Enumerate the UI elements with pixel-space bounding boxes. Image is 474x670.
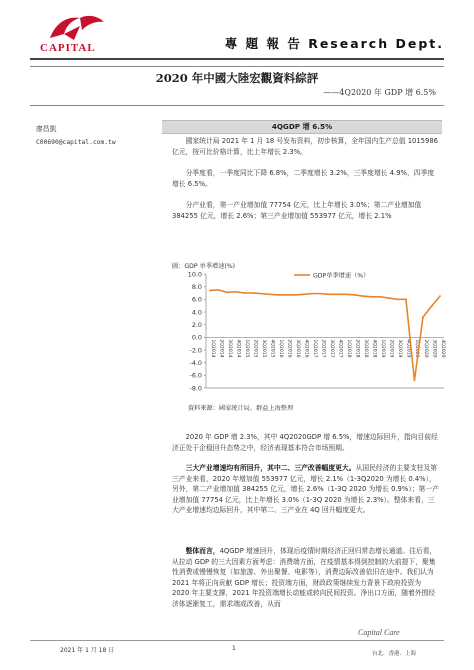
data-point: [414, 380, 416, 382]
y-tick-label: 0.0: [191, 333, 202, 342]
report-subtitle: ——4Q2020 年 GDP 增 6.5%: [323, 88, 436, 97]
x-tick-label: 1Q2017: [312, 339, 318, 358]
data-point: [328, 293, 330, 295]
data-point: [354, 294, 356, 296]
x-tick-label: 1Q2020: [414, 339, 420, 358]
x-tick-label: 1Q2018: [346, 339, 352, 358]
x-tick-label: 3Q2014: [226, 339, 232, 358]
paragraph-1: 國家统计局 2021 年 1 月 18 号发布资料，初步核算，全年国内生产总值 1015986 亿元，按可比价格计算，比上年增长 2.3%。: [172, 137, 438, 156]
paragraph-6-bold: 整体而言，: [185, 547, 220, 555]
x-tick-label: 2Q2016: [286, 339, 292, 358]
data-point: [277, 294, 279, 296]
x-tick-label: 4Q2018: [371, 339, 377, 358]
y-tick-label: -8.0: [189, 384, 202, 393]
data-point: [218, 289, 220, 291]
paragraph-3: 分产业看，第一产业增加值 77754 亿元，比上年增长 3.0%；第二产业增加值 384255 亿元，增长 2.6%；第三产业增加值 553977 亿元，增长 2.1%: [172, 201, 422, 220]
gdp-chart-svg: [172, 270, 452, 400]
x-tick-label: 3Q2017: [329, 339, 335, 358]
x-tick-label: 3Q2016: [294, 339, 300, 358]
paragraph-4: 2020 年 GDP 增 2.3%，其中 4Q2020GDP 增 6.5%，增速边际回升，指向目前经济正处于企稳回升态势之中，经济表现基本符合市场预期。: [172, 433, 438, 452]
x-tick-label: 1Q2019: [380, 339, 386, 358]
data-point: [235, 291, 237, 293]
x-tick-label: 1Q2014: [209, 339, 215, 358]
data-point: [388, 297, 390, 299]
y-tick-label: 10.0: [187, 270, 202, 279]
paragraph-5: [172, 463, 440, 516]
data-point: [422, 316, 424, 318]
paragraph-5-bold: 三大产业增速均有所回升，其中二、三产改善幅度更大。: [185, 464, 356, 472]
x-tick-label: 4Q2020: [439, 339, 445, 358]
gdp-series-line: [210, 290, 440, 381]
section-bar: [162, 120, 442, 134]
footer-logo: Capital Care: [358, 628, 400, 637]
y-tick-label: 2.0: [191, 320, 202, 329]
logo-text: CAPITAL: [40, 42, 96, 54]
data-point: [311, 293, 313, 295]
x-tick-label: 2Q2019: [388, 339, 394, 358]
x-tick-label: 2Q2017: [320, 339, 326, 358]
data-point: [439, 295, 441, 297]
department-header: 專 題 報 告 Research Dept.: [224, 36, 444, 51]
paragraph-2: 分季度看，一季度同比下降 6.8%，二季度增长 3.2%，三季度增长 4.9%，四季度增长 6.5%。: [172, 169, 435, 188]
author-name: 廖昌凱: [36, 125, 57, 133]
data-point: [345, 293, 347, 295]
x-tick-label: 3Q2020: [431, 339, 437, 358]
data-point: [269, 293, 271, 295]
author-email[interactable]: C00690@capital.com.tw: [36, 139, 116, 146]
x-tick-label: 4Q2017: [337, 339, 343, 358]
x-tick-label: 3Q2019: [397, 339, 403, 358]
y-tick-label: -2.0: [189, 346, 202, 355]
section-title: 4QGDP 增 6.5%: [271, 122, 333, 131]
gdp-chart: [172, 270, 452, 400]
footer-locations: 台北．香港．上海: [372, 651, 417, 657]
x-tick-label: 4Q2016: [303, 339, 309, 358]
x-tick-label: 2Q2018: [354, 339, 360, 358]
chart-caption: 圖：GDP 单季增速(%): [172, 263, 236, 270]
x-tick-label: 4Q2014: [235, 339, 241, 358]
footer-date: 2021 年 1 月 18 日: [60, 647, 115, 654]
y-tick-label: -6.0: [189, 371, 202, 380]
data-point: [260, 293, 262, 295]
data-point: [397, 298, 399, 300]
data-point: [371, 296, 373, 298]
data-point: [362, 295, 364, 297]
data-point: [379, 296, 381, 298]
paragraph-6: [172, 546, 440, 610]
chart-source: 資料來源：國家统计局，群益上海整理: [188, 405, 294, 412]
x-tick-label: 3Q2018: [363, 339, 369, 358]
y-tick-label: -4.0: [189, 358, 202, 367]
data-point: [303, 293, 305, 295]
x-tick-label: 4Q2019: [405, 339, 411, 358]
data-point: [243, 292, 245, 294]
report-title: 2020 年中國大陸宏觀資料綜評: [155, 71, 319, 85]
x-tick-label: 2Q2020: [422, 339, 428, 358]
data-point: [294, 294, 296, 296]
data-point: [320, 293, 322, 295]
x-tick-label: 2Q2014: [218, 339, 224, 358]
data-point: [209, 290, 211, 292]
y-tick-label: 4.0: [191, 308, 202, 317]
legend-label: GDP单季增速（%）: [313, 272, 370, 280]
data-point: [226, 291, 228, 293]
x-tick-label: 1Q2015: [243, 339, 249, 358]
page-number: 1: [232, 645, 236, 652]
footer-divider: [30, 640, 444, 641]
paragraph-6-text: 4QGDP 增速回升，体现后疫情时期经济正回归常态增长通道。往后看，从拉动 GDP 的三大因素方面考虑：消费端方面，在疫情基本得到控制的大前提下，聚集性消费或慢慢恢复（如旅游、外出聚餐、电影等），消费边际改善依旧在途中。我们认为 2021 年将正向贡献 GDP 增长；投资端方面，财政政策继续发力背景下政府投资为 2020 年主要支撑，2021 年投资端增长动能或转向民间投资。净出口方面，随着外围经济体逐渐复工，需求端或改善，从而: [172, 547, 437, 608]
x-tick-label: 3Q2015: [260, 339, 266, 358]
title-box: [30, 66, 444, 106]
x-tick-label: 1Q2016: [277, 339, 283, 358]
x-tick-label: 2Q2015: [252, 339, 258, 358]
y-tick-label: 6.0: [191, 295, 202, 304]
data-point: [252, 292, 254, 294]
x-tick-label: 4Q2015: [269, 339, 275, 358]
data-point: [405, 298, 407, 300]
data-point: [431, 305, 433, 307]
paragraph-5-text: 从国民经济的主要支柱及第三产业来看，2020 年增加值 553977 亿元，增长 2.1%（1-3Q2020 为增长 0.4%），另外，第二产业增加值 384255 亿元，增长 2.6%（1-3Q 2020 为增长 0.9%）；第一产业增加值 77754 亿元，比上年增长 3.0%（1-3Q 2020 为增长 2.3%）。整体来看，三大产业增速均边际回升，其中第二、三产业在 4Q 回升幅度更大。: [172, 464, 439, 515]
y-tick-label: 8.0: [191, 282, 202, 291]
data-point: [286, 294, 288, 296]
header-divider: [30, 58, 444, 60]
data-point: [337, 293, 339, 295]
